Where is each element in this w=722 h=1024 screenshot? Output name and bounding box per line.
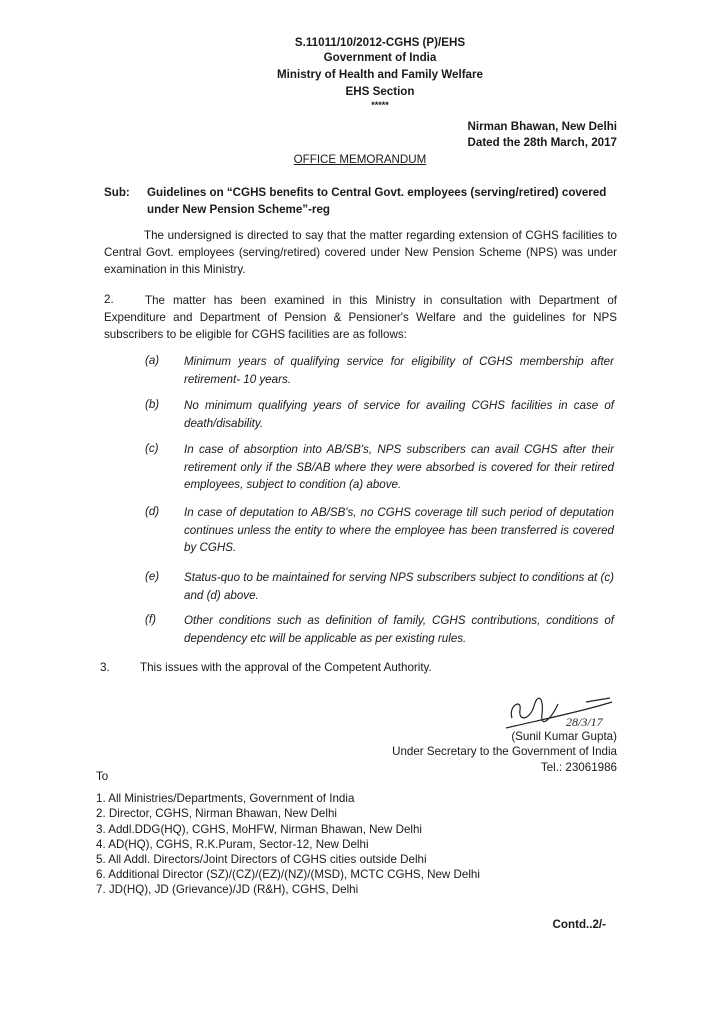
paragraph-3: This issues with the approval of the Competent Authority.	[140, 661, 432, 674]
item-label: (e)	[145, 570, 160, 583]
recipient-item: 4. AD(HQ), CGHS, R.K.Puram, Sector-12, New Delhi	[96, 838, 369, 851]
recipient-item: 7. JD(HQ), JD (Grievance)/JD (R&H), CGHS, Delhi	[96, 883, 359, 896]
item-text: Other conditions such as definition of family, CGHS contributions, conditions of dependency etc will be applicable as per existing rules.	[184, 614, 614, 645]
item-text: In case of deputation to AB/SB's, no CGHS coverage till such period of deputation continues unless the entity to where the employee has been transferred is covered by CGHS.	[184, 506, 614, 554]
recipient-item: 2. Director, CGHS, Nirman Bhawan, New Delhi	[96, 807, 337, 820]
signatory-designation: Under Secretary to the Government of India	[392, 745, 617, 758]
ministry: Ministry of Health and Family Welfare	[277, 68, 483, 81]
date: Dated the 28th March, 2017	[467, 136, 617, 149]
to-label: To	[96, 770, 109, 783]
item-text: Status-quo to be maintained for serving NPS subscribers subject to conditions at (c) and (d) above.	[184, 571, 614, 602]
paragraph-2-number: 2.	[104, 293, 114, 306]
government: Government of India	[323, 51, 437, 64]
paragraph-2: The matter has been examined in this Ministry in consultation with Department of Expenditure and Department of Pension & Pensioner's Welfare and the guidelines for NPS subscribers to be eligible for CGHS facilities are as follows:	[104, 294, 617, 341]
document-title: OFFICE MEMORANDUM	[293, 153, 427, 166]
subject-text: Guidelines on “CGHS benefits to Central Govt. employees (serving/retired) covered under New Pension Scheme”-reg	[147, 186, 607, 216]
item-text: Minimum years of qualifying service for eligibility of CGHS membership after retirement- 10 years.	[184, 355, 614, 386]
continued-note: Contd..2/-	[552, 918, 606, 931]
signatory-name: (Sunil Kumar Gupta)	[511, 730, 617, 743]
paragraph-1: The undersigned is directed to say that the matter regarding extension of CGHS facilities to Central Govt. employees (serving/retired) covered under New Pension Scheme (NPS) was under examination in this Ministry.	[104, 229, 617, 276]
subject-label: Sub:	[104, 186, 130, 199]
file-number: S.11011/10/2012-CGHS (P)/EHS	[294, 36, 466, 49]
item-text: In case of absorption into AB/SB's, NPS subscribers can avail CGHS after their retirement only if the SB/AB where they were absorbed is covered for their retired employees, subject to condition (a) above.	[184, 443, 614, 491]
item-text: No minimum qualifying years of service for availing CGHS facilities in case of death/disability.	[184, 399, 614, 430]
item-label: (b)	[145, 398, 160, 411]
svg-text:28/3/17: 28/3/17	[566, 715, 603, 729]
item-label: (a)	[145, 354, 160, 367]
recipient-item: 5. All Addl. Directors/Joint Directors of CGHS cities outside Delhi	[96, 853, 427, 866]
paragraph-3-number: 3.	[100, 661, 110, 674]
item-label: (c)	[145, 442, 159, 455]
recipient-item: 1. All Ministries/Departments, Government of India	[96, 792, 355, 805]
item-label: (d)	[145, 505, 160, 518]
place: Nirman Bhawan, New Delhi	[467, 120, 617, 133]
signatory-telephone: Tel.: 23061986	[540, 761, 617, 774]
item-label: (f)	[145, 613, 156, 626]
stars-divider: *****	[371, 100, 389, 110]
section: EHS Section	[345, 85, 415, 98]
recipient-item: 3. Addl.DDG(HQ), CGHS, MoHFW, Nirman Bhawan, New Delhi	[96, 823, 422, 836]
recipient-item: 6. Additional Director (SZ)/(CZ)/(EZ)/(NZ)/(MSD), MCTC CGHS, New Delhi	[96, 868, 480, 881]
